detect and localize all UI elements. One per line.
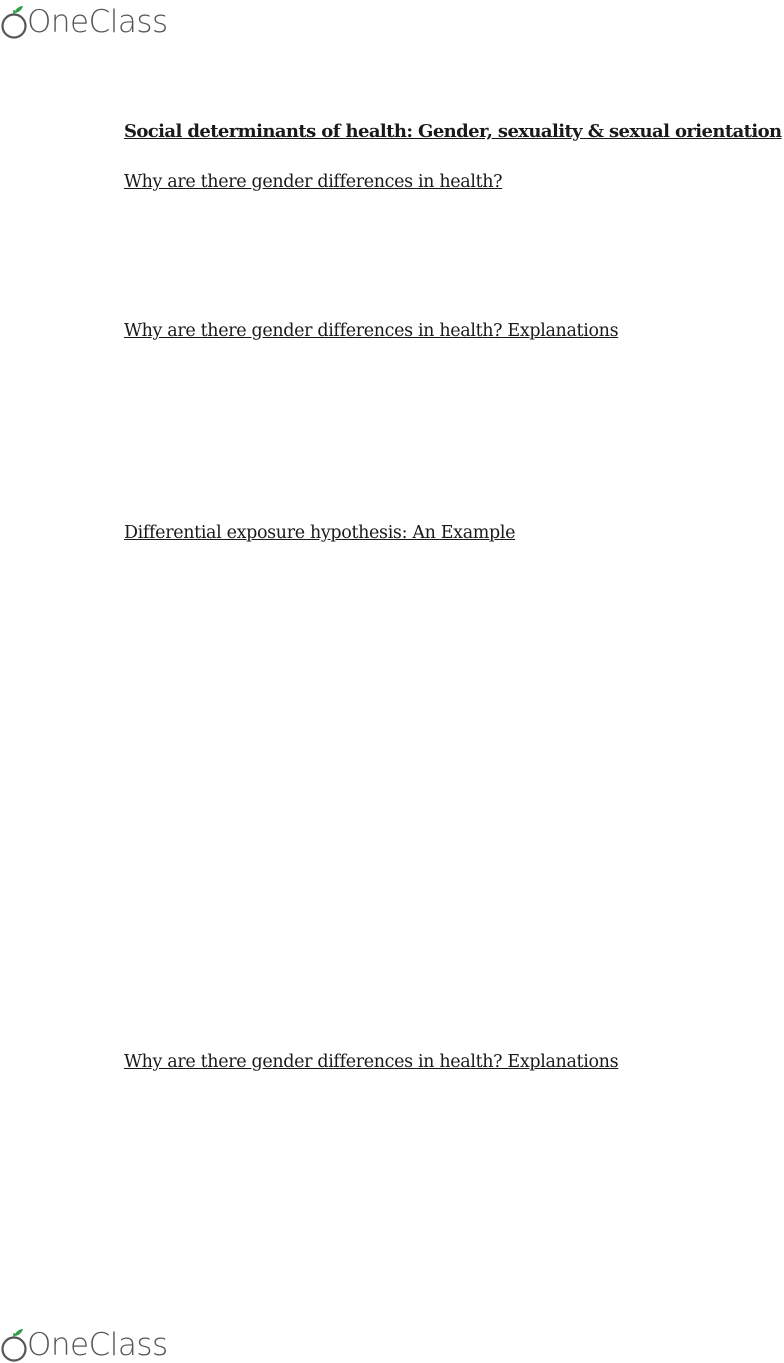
oneclass-logo-bottom	[0, 1323, 170, 1363]
apple-leaf-icon	[0, 4, 28, 40]
section-heading-3: Differential exposure hypothesis: An Example	[124, 523, 516, 543]
logo-wordmark: OneClass	[27, 1327, 168, 1363]
section-heading-4: Why are there gender differences in health? Explanations	[124, 1052, 619, 1072]
document-title: Social determinants of health: Gender, sexuality & sexual orientation	[124, 121, 782, 142]
apple-leaf-icon	[0, 1327, 28, 1363]
section-heading-1: Why are there gender differences in health?	[124, 172, 503, 192]
section-heading-2: Why are there gender differences in health? Explanations	[124, 321, 619, 341]
oneclass-logo-top	[0, 0, 170, 40]
logo-wordmark: OneClass	[27, 4, 168, 40]
